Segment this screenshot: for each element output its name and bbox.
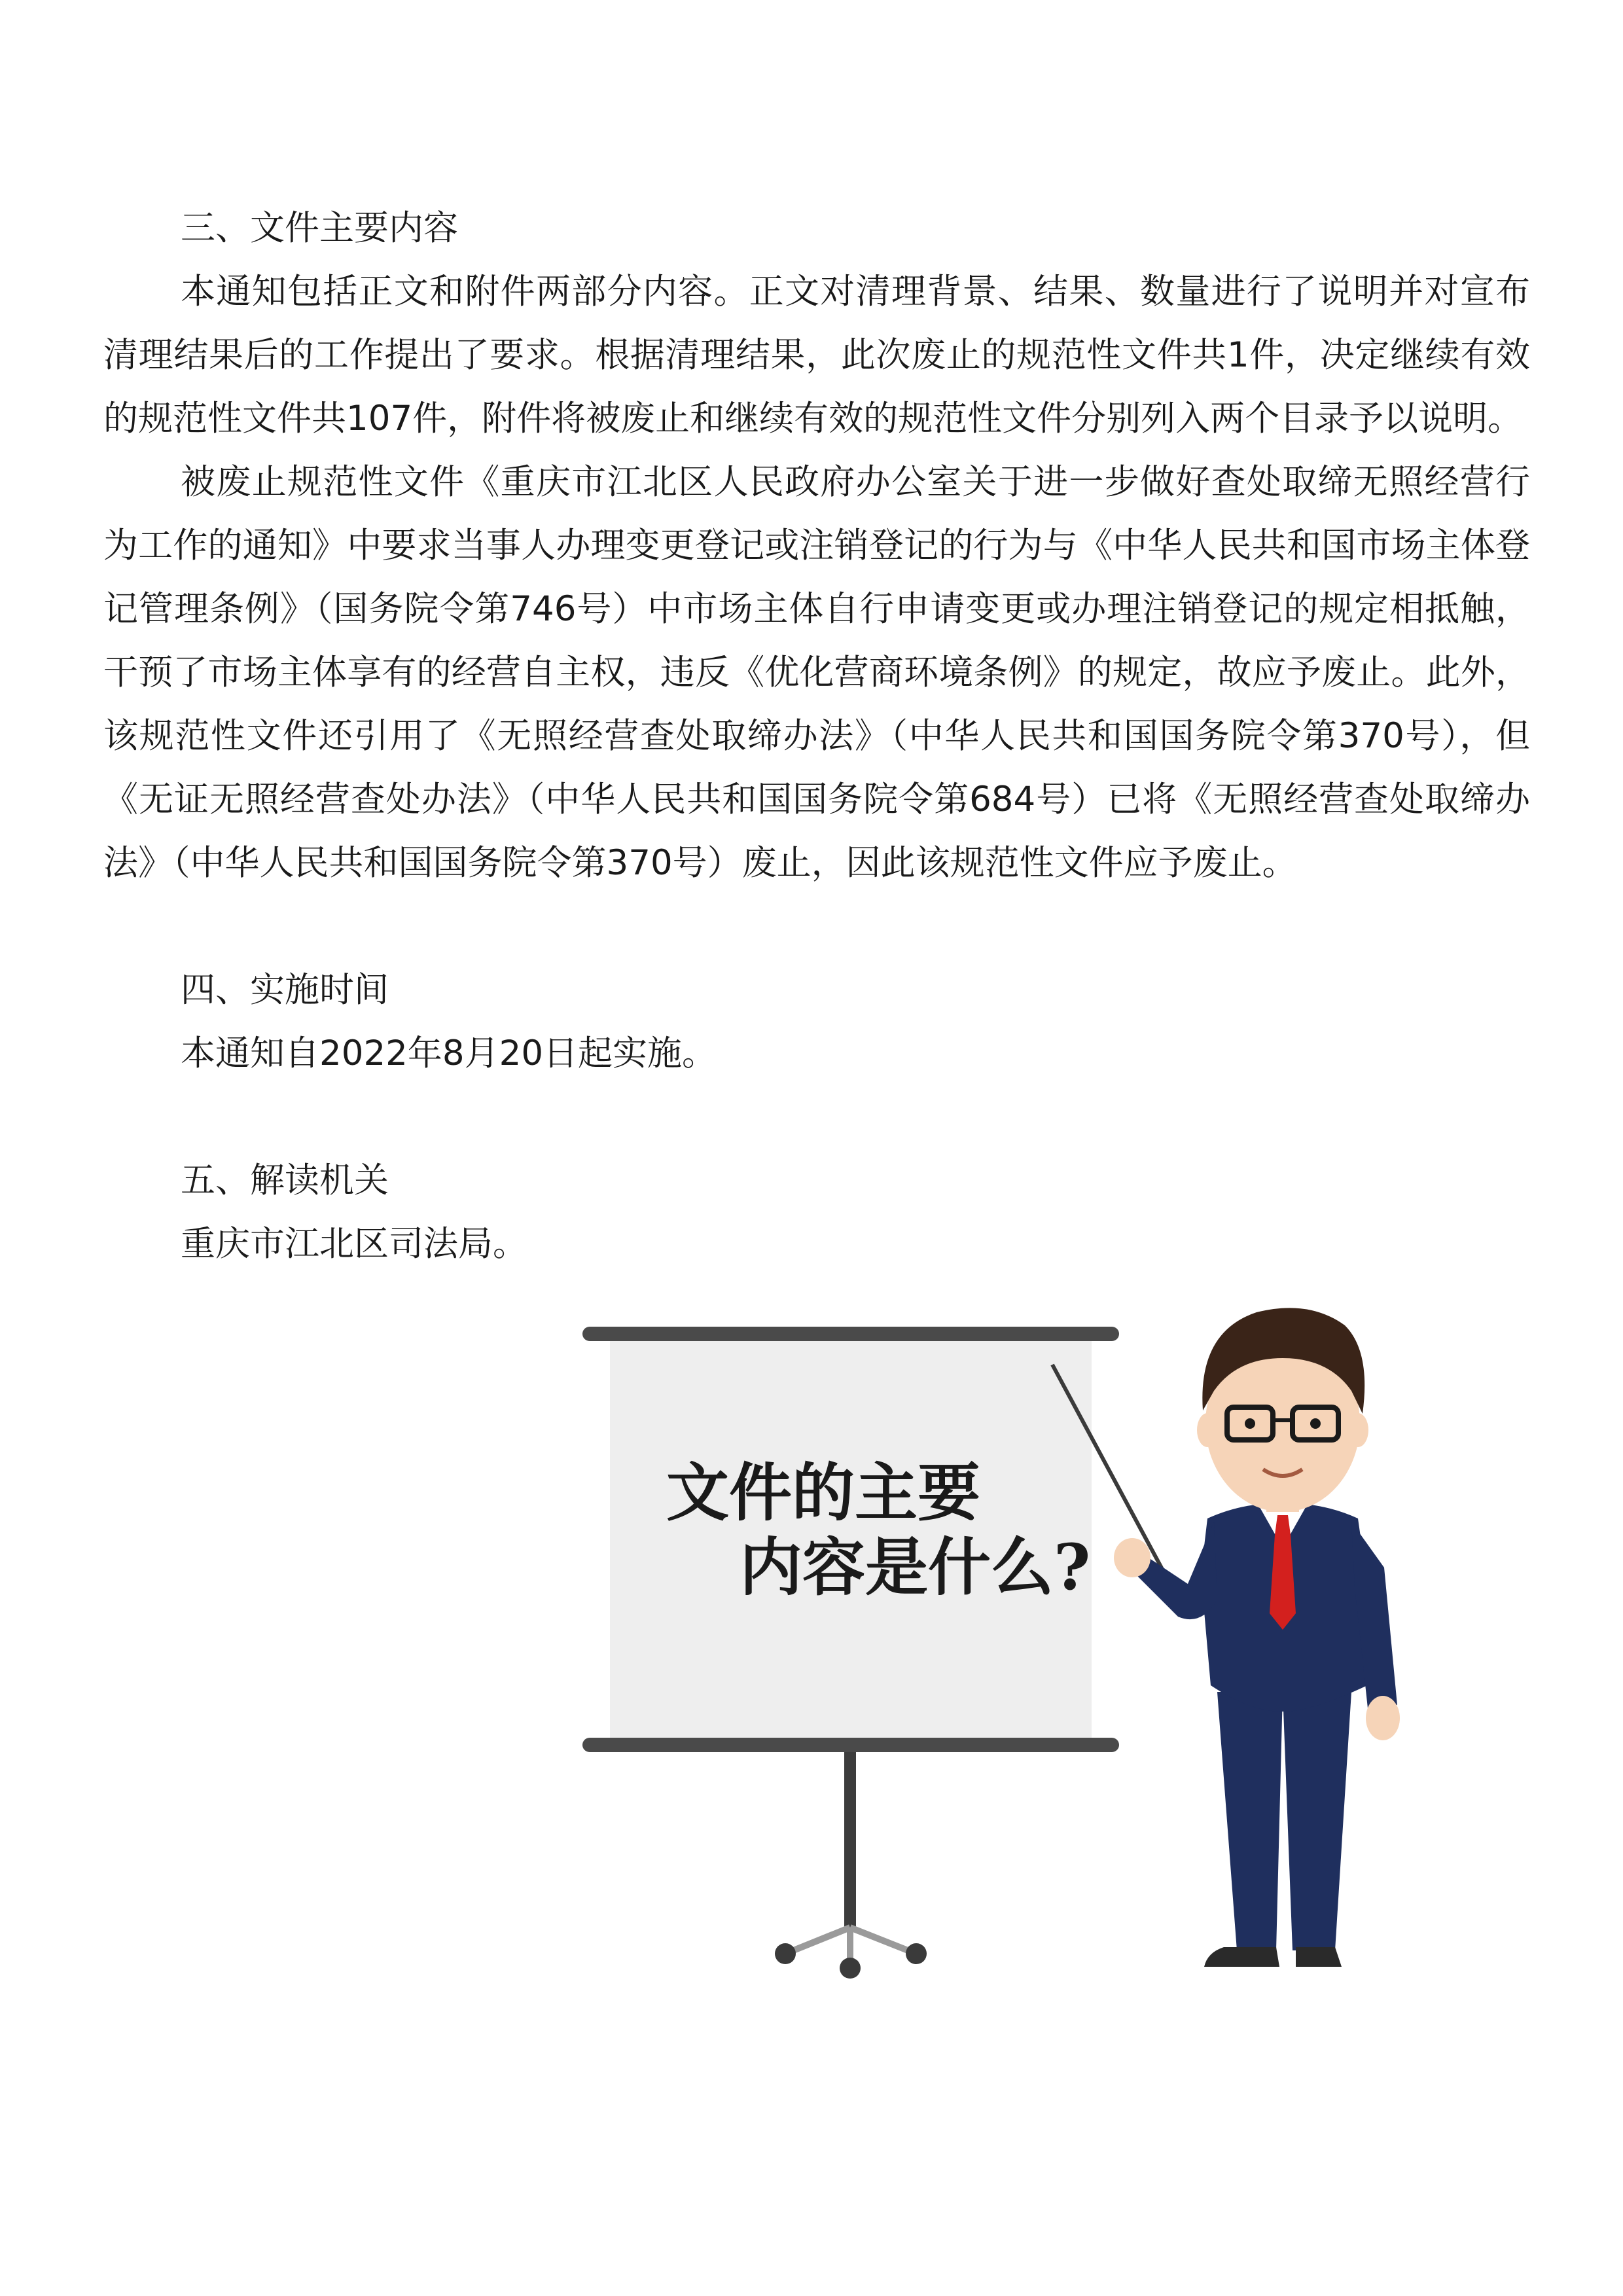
presenter-illustration-graphic (563, 1260, 1433, 2013)
document-body (103, 196, 1530, 1276)
board-text-line-1: 文件的主要 (666, 1456, 980, 1530)
presenter-illustration (563, 1260, 1433, 2013)
section-3-paragraph-1: 本通知包括正文和附件两部分内容。正文对清理背景、结果、数量进行了说明并对宣布清理结果后的工作提出了要求。根据清理结果，此次废止的规范性文件共1件，决定继续有效的规范性文件共107件，附件将被废止和继续有效的规范性文件分别列入两个目录予以说明。 (103, 272, 1530, 439)
section-3-paragraph-2: 被废止规范性文件《重庆市江北区人民政府办公室关于进一步做好查处取缔无照经营行为工作的通知》中要求当事人办理变更登记或注销登记的行为与《中华人民共和国市场主体登记管理条例》（国务院令第746号）中市场主体自行申请变更或办理注销登记的规定相抵触，干预了市场主体享有的经营自主权，违反《优化营商环境条例》的规定，故应予废止。此外，该规范性文件还引用了《无照经营查处取缔办法》（中华人民共和国国务院令第370号），但《无证无照经营查处办法》（中华人民共和国国务院令第684号）已将《无照经营查处取缔办法》（中华人民共和国国务院令第370号）废止，因此该规范性文件应予废止。 (103, 462, 1530, 883)
raised-hand (1114, 1538, 1150, 1577)
section-3-heading: 三、文件主要内容 (181, 208, 458, 248)
board-bottom-bar (582, 1738, 1119, 1752)
presenter-man (1114, 1308, 1400, 1967)
section-5-body: 重庆市江北区司法局。 (181, 1224, 527, 1264)
board-top-bar (582, 1327, 1119, 1341)
section-4-body: 本通知自2022年8月20日起实施。 (181, 1033, 717, 1073)
section-5-heading: 五、解读机关 (181, 1160, 389, 1200)
board-text-line-2: 内容是什么? (740, 1530, 1091, 1604)
board-stand (775, 1752, 927, 1979)
section-4-heading: 四、实施时间 (181, 970, 389, 1010)
